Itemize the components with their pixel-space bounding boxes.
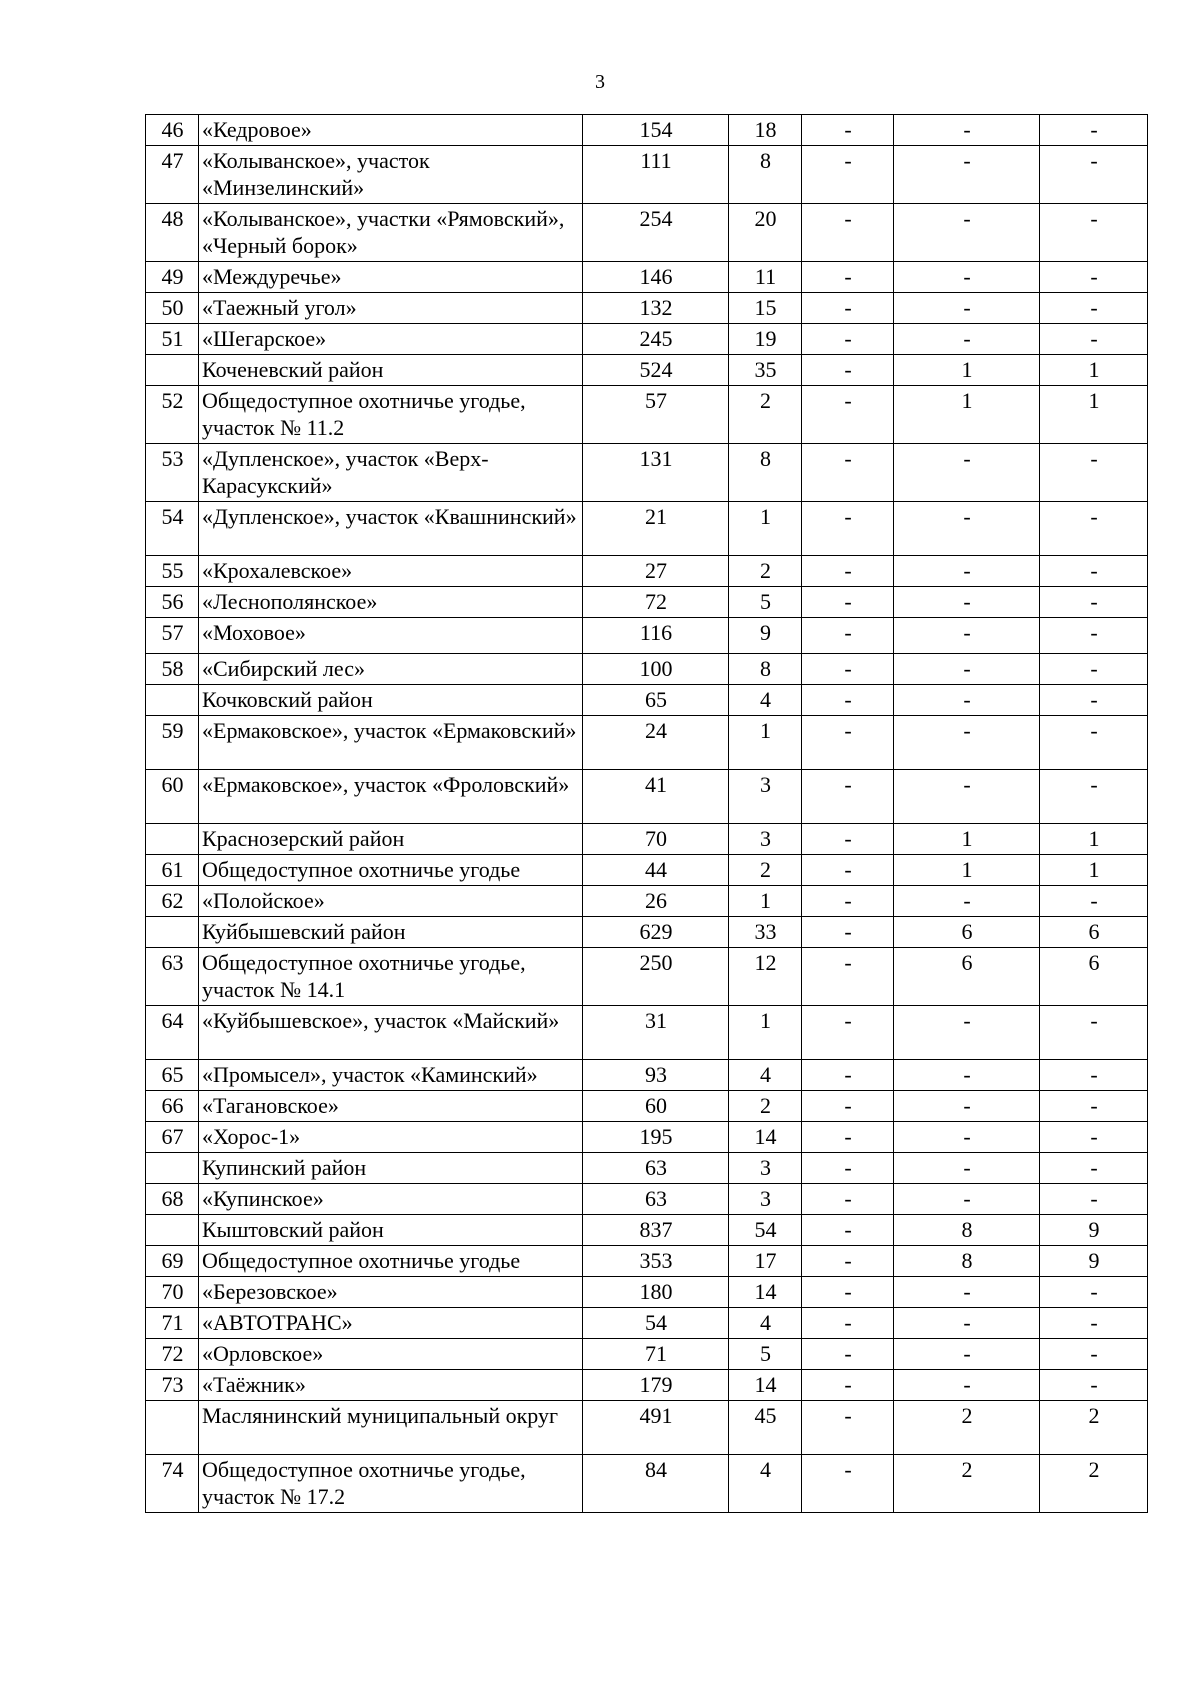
ground-name-cell: Общедоступное охотничье угодье, участок № 11.2 (199, 386, 583, 444)
value-cell-4: - (894, 587, 1040, 618)
value-cell-2: 2 (729, 386, 802, 444)
value-cell-5: 1 (1040, 824, 1148, 855)
value-cell-5: 1 (1040, 386, 1148, 444)
row-number-cell: 59 (146, 716, 199, 770)
row-number-cell: 50 (146, 293, 199, 324)
table-row (146, 355, 1148, 386)
value-cell-2: 35 (729, 355, 802, 386)
ground-name-cell: «Сибирский лес» (199, 654, 583, 685)
row-number-cell: 63 (146, 948, 199, 1006)
value-cell-1: 180 (583, 1277, 729, 1308)
row-number-cell: 55 (146, 556, 199, 587)
ground-name-cell: «Дупленское», участок «Квашнинский» (199, 502, 583, 556)
value-cell-4: 1 (894, 824, 1040, 855)
value-cell-4: - (894, 1091, 1040, 1122)
table-row (146, 886, 1148, 917)
value-cell-5: 2 (1040, 1401, 1148, 1455)
table-row (146, 917, 1148, 948)
value-cell-2: 11 (729, 262, 802, 293)
table-row (146, 1215, 1148, 1246)
value-cell-2: 4 (729, 685, 802, 716)
ground-name-cell: «Хорос-1» (199, 1122, 583, 1153)
value-cell-5: - (1040, 1339, 1148, 1370)
value-cell-1: 111 (583, 146, 729, 204)
value-cell-2: 33 (729, 917, 802, 948)
value-cell-3: - (802, 1122, 894, 1153)
value-cell-3: - (802, 1006, 894, 1060)
table-row (146, 716, 1148, 770)
table-row (146, 1277, 1148, 1308)
value-cell-3: - (802, 654, 894, 685)
value-cell-3: - (802, 204, 894, 262)
value-cell-1: 84 (583, 1455, 729, 1513)
value-cell-3: - (802, 1091, 894, 1122)
value-cell-4: - (894, 1006, 1040, 1060)
value-cell-3: - (802, 917, 894, 948)
table-row (146, 293, 1148, 324)
ground-name-cell: «Орловское» (199, 1339, 583, 1370)
ground-name-cell: Общедоступное охотничье угодье (199, 855, 583, 886)
value-cell-2: 14 (729, 1122, 802, 1153)
value-cell-5: - (1040, 770, 1148, 824)
value-cell-3: - (802, 1184, 894, 1215)
ground-name-cell: Кочковский район (199, 685, 583, 716)
value-cell-5: 9 (1040, 1246, 1148, 1277)
ground-name-cell: «Таежный угол» (199, 293, 583, 324)
ground-name-cell: «Ермаковское», участок «Фроловский» (199, 770, 583, 824)
ground-name-cell: Купинский район (199, 1153, 583, 1184)
row-number-cell: 49 (146, 262, 199, 293)
value-cell-3: - (802, 1401, 894, 1455)
value-cell-4: - (894, 1060, 1040, 1091)
row-number-cell: 46 (146, 115, 199, 146)
table-row (146, 556, 1148, 587)
value-cell-4: 6 (894, 948, 1040, 1006)
row-number-cell: 65 (146, 1060, 199, 1091)
ground-name-cell: «Крохалевское» (199, 556, 583, 587)
ground-name-cell: Кыштовский район (199, 1215, 583, 1246)
value-cell-2: 1 (729, 886, 802, 917)
value-cell-3: - (802, 886, 894, 917)
ground-name-cell: Общедоступное охотничье угодье, участок № 17.2 (199, 1455, 583, 1513)
value-cell-4: 6 (894, 917, 1040, 948)
value-cell-3: - (802, 1060, 894, 1091)
value-cell-4: - (894, 1153, 1040, 1184)
value-cell-3: - (802, 824, 894, 855)
value-cell-4: - (894, 262, 1040, 293)
table-row (146, 1091, 1148, 1122)
ground-name-cell: «Моховое» (199, 618, 583, 654)
table-row (146, 770, 1148, 824)
row-number-cell (146, 355, 199, 386)
value-cell-3: - (802, 386, 894, 444)
value-cell-1: 57 (583, 386, 729, 444)
row-number-cell: 70 (146, 1277, 199, 1308)
row-number-cell (146, 1401, 199, 1455)
value-cell-5: - (1040, 324, 1148, 355)
value-cell-4: - (894, 654, 1040, 685)
value-cell-4: 8 (894, 1215, 1040, 1246)
ground-name-cell: Общедоступное охотничье угодье, участок № 14.1 (199, 948, 583, 1006)
table-row (146, 1370, 1148, 1401)
value-cell-2: 14 (729, 1277, 802, 1308)
value-cell-5: - (1040, 115, 1148, 146)
value-cell-1: 524 (583, 355, 729, 386)
value-cell-2: 1 (729, 716, 802, 770)
value-cell-4: - (894, 1277, 1040, 1308)
value-cell-5: 2 (1040, 1455, 1148, 1513)
value-cell-5: - (1040, 1060, 1148, 1091)
table-row (146, 587, 1148, 618)
value-cell-1: 100 (583, 654, 729, 685)
value-cell-1: 353 (583, 1246, 729, 1277)
table-row (146, 1455, 1148, 1513)
value-cell-3: - (802, 1153, 894, 1184)
table-row (146, 204, 1148, 262)
value-cell-2: 2 (729, 556, 802, 587)
value-cell-1: 132 (583, 293, 729, 324)
ground-name-cell: «Колыванское», участки «Рямовский», «Черный борок» (199, 204, 583, 262)
value-cell-1: 131 (583, 444, 729, 502)
row-number-cell (146, 824, 199, 855)
value-cell-2: 3 (729, 770, 802, 824)
row-number-cell: 57 (146, 618, 199, 654)
value-cell-2: 3 (729, 1153, 802, 1184)
value-cell-4: - (894, 293, 1040, 324)
value-cell-2: 19 (729, 324, 802, 355)
ground-name-cell: «Березовское» (199, 1277, 583, 1308)
table-row (146, 824, 1148, 855)
value-cell-4: - (894, 444, 1040, 502)
value-cell-2: 3 (729, 824, 802, 855)
row-number-cell: 60 (146, 770, 199, 824)
value-cell-2: 2 (729, 1091, 802, 1122)
value-cell-2: 5 (729, 587, 802, 618)
value-cell-1: 63 (583, 1184, 729, 1215)
row-number-cell: 71 (146, 1308, 199, 1339)
value-cell-2: 12 (729, 948, 802, 1006)
table-row (146, 654, 1148, 685)
table-row (146, 262, 1148, 293)
value-cell-1: 629 (583, 917, 729, 948)
row-number-cell: 62 (146, 886, 199, 917)
value-cell-4: 1 (894, 386, 1040, 444)
value-cell-2: 45 (729, 1401, 802, 1455)
value-cell-1: 245 (583, 324, 729, 355)
value-cell-3: - (802, 855, 894, 886)
value-cell-2: 15 (729, 293, 802, 324)
row-number-cell (146, 685, 199, 716)
row-number-cell (146, 1215, 199, 1246)
value-cell-4: - (894, 618, 1040, 654)
value-cell-1: 179 (583, 1370, 729, 1401)
value-cell-2: 54 (729, 1215, 802, 1246)
value-cell-4: - (894, 685, 1040, 716)
table-row (146, 1339, 1148, 1370)
value-cell-5: - (1040, 886, 1148, 917)
value-cell-5: - (1040, 293, 1148, 324)
value-cell-5: - (1040, 146, 1148, 204)
value-cell-3: - (802, 324, 894, 355)
value-cell-1: 26 (583, 886, 729, 917)
value-cell-3: - (802, 293, 894, 324)
ground-name-cell: «АВТОТРАНС» (199, 1308, 583, 1339)
table-row (146, 1246, 1148, 1277)
value-cell-1: 837 (583, 1215, 729, 1246)
table-row (146, 146, 1148, 204)
row-number-cell: 68 (146, 1184, 199, 1215)
value-cell-5: - (1040, 502, 1148, 556)
value-cell-2: 1 (729, 1006, 802, 1060)
row-number-cell: 56 (146, 587, 199, 618)
value-cell-5: - (1040, 587, 1148, 618)
row-number-cell: 47 (146, 146, 199, 204)
value-cell-1: 116 (583, 618, 729, 654)
value-cell-2: 8 (729, 444, 802, 502)
value-cell-4: - (894, 1184, 1040, 1215)
value-cell-4: 1 (894, 355, 1040, 386)
row-number-cell: 48 (146, 204, 199, 262)
value-cell-2: 4 (729, 1455, 802, 1513)
value-cell-1: 93 (583, 1060, 729, 1091)
row-number-cell (146, 917, 199, 948)
value-cell-1: 154 (583, 115, 729, 146)
value-cell-3: - (802, 1339, 894, 1370)
value-cell-5: 9 (1040, 1215, 1148, 1246)
value-cell-1: 63 (583, 1153, 729, 1184)
value-cell-2: 3 (729, 1184, 802, 1215)
value-cell-3: - (802, 444, 894, 502)
value-cell-3: - (802, 355, 894, 386)
value-cell-3: - (802, 685, 894, 716)
value-cell-5: - (1040, 1277, 1148, 1308)
table-row (146, 502, 1148, 556)
page-number: 3 (595, 71, 605, 93)
ground-name-cell: «Промысел», участок «Каминский» (199, 1060, 583, 1091)
ground-name-cell: Куйбышевский район (199, 917, 583, 948)
value-cell-1: 21 (583, 502, 729, 556)
value-cell-2: 5 (729, 1339, 802, 1370)
value-cell-2: 4 (729, 1308, 802, 1339)
table-body (146, 115, 1148, 1513)
table-row (146, 1122, 1148, 1153)
value-cell-5: 6 (1040, 948, 1148, 1006)
ground-name-cell: Маслянинский муниципальный округ (199, 1401, 583, 1455)
value-cell-5: 1 (1040, 855, 1148, 886)
value-cell-2: 20 (729, 204, 802, 262)
value-cell-1: 70 (583, 824, 729, 855)
value-cell-3: - (802, 502, 894, 556)
value-cell-1: 146 (583, 262, 729, 293)
ground-name-cell: «Купинское» (199, 1184, 583, 1215)
value-cell-4: - (894, 1339, 1040, 1370)
table-row (146, 948, 1148, 1006)
value-cell-3: - (802, 556, 894, 587)
value-cell-1: 54 (583, 1308, 729, 1339)
value-cell-5: - (1040, 654, 1148, 685)
ground-name-cell: «Ермаковское», участок «Ермаковский» (199, 716, 583, 770)
ground-name-cell: «Кедровое» (199, 115, 583, 146)
value-cell-4: - (894, 556, 1040, 587)
row-number-cell: 58 (146, 654, 199, 685)
row-number-cell: 73 (146, 1370, 199, 1401)
value-cell-5: - (1040, 618, 1148, 654)
ground-name-cell: «Куйбышевское», участок «Майский» (199, 1006, 583, 1060)
value-cell-3: - (802, 587, 894, 618)
value-cell-5: - (1040, 1153, 1148, 1184)
value-cell-5: - (1040, 1308, 1148, 1339)
value-cell-5: - (1040, 262, 1148, 293)
value-cell-2: 8 (729, 654, 802, 685)
value-cell-1: 27 (583, 556, 729, 587)
value-cell-4: - (894, 115, 1040, 146)
ground-name-cell: «Шегарское» (199, 324, 583, 355)
value-cell-1: 65 (583, 685, 729, 716)
value-cell-3: - (802, 115, 894, 146)
row-number-cell: 64 (146, 1006, 199, 1060)
table-row (146, 444, 1148, 502)
row-number-cell: 66 (146, 1091, 199, 1122)
row-number-cell: 72 (146, 1339, 199, 1370)
value-cell-3: - (802, 1455, 894, 1513)
value-cell-3: - (802, 1277, 894, 1308)
value-cell-1: 31 (583, 1006, 729, 1060)
value-cell-1: 24 (583, 716, 729, 770)
value-cell-5: - (1040, 1122, 1148, 1153)
value-cell-1: 71 (583, 1339, 729, 1370)
value-cell-1: 254 (583, 204, 729, 262)
value-cell-4: - (894, 1122, 1040, 1153)
table-row (146, 855, 1148, 886)
hunting-grounds-table (145, 114, 1148, 1513)
value-cell-4: - (894, 770, 1040, 824)
value-cell-5: - (1040, 204, 1148, 262)
table-row (146, 1401, 1148, 1455)
table-row (146, 1308, 1148, 1339)
row-number-cell: 51 (146, 324, 199, 355)
value-cell-3: - (802, 1370, 894, 1401)
value-cell-4: 2 (894, 1401, 1040, 1455)
ground-name-cell: «Таёжник» (199, 1370, 583, 1401)
value-cell-4: - (894, 1308, 1040, 1339)
row-number-cell: 69 (146, 1246, 199, 1277)
value-cell-4: - (894, 886, 1040, 917)
value-cell-3: - (802, 1246, 894, 1277)
ground-name-cell: Краснозерский район (199, 824, 583, 855)
value-cell-5: - (1040, 1184, 1148, 1215)
table-row (146, 1184, 1148, 1215)
row-number-cell: 52 (146, 386, 199, 444)
value-cell-3: - (802, 146, 894, 204)
ground-name-cell: «Колыванское», участок «Минзелинский» (199, 146, 583, 204)
value-cell-4: - (894, 146, 1040, 204)
table-row (146, 1153, 1148, 1184)
value-cell-3: - (802, 716, 894, 770)
value-cell-4: 1 (894, 855, 1040, 886)
table-row (146, 115, 1148, 146)
table-row (146, 386, 1148, 444)
value-cell-3: - (802, 618, 894, 654)
value-cell-2: 18 (729, 115, 802, 146)
value-cell-2: 4 (729, 1060, 802, 1091)
ground-name-cell: «Полойское» (199, 886, 583, 917)
value-cell-4: 2 (894, 1455, 1040, 1513)
value-cell-1: 195 (583, 1122, 729, 1153)
value-cell-1: 41 (583, 770, 729, 824)
value-cell-3: - (802, 948, 894, 1006)
value-cell-5: - (1040, 1006, 1148, 1060)
ground-name-cell: Общедоступное охотничье угодье (199, 1246, 583, 1277)
value-cell-3: - (802, 770, 894, 824)
value-cell-2: 8 (729, 146, 802, 204)
value-cell-5: - (1040, 1370, 1148, 1401)
value-cell-2: 9 (729, 618, 802, 654)
value-cell-4: - (894, 1370, 1040, 1401)
value-cell-5: - (1040, 444, 1148, 502)
row-number-cell (146, 1153, 199, 1184)
row-number-cell: 54 (146, 502, 199, 556)
value-cell-2: 1 (729, 502, 802, 556)
value-cell-4: - (894, 204, 1040, 262)
table-row (146, 685, 1148, 716)
value-cell-4: - (894, 716, 1040, 770)
row-number-cell: 67 (146, 1122, 199, 1153)
row-number-cell: 53 (146, 444, 199, 502)
value-cell-4: 8 (894, 1246, 1040, 1277)
value-cell-5: 1 (1040, 355, 1148, 386)
value-cell-2: 2 (729, 855, 802, 886)
ground-name-cell: «Дупленское», участок «Верх-Карасукский» (199, 444, 583, 502)
value-cell-2: 14 (729, 1370, 802, 1401)
table-row (146, 1060, 1148, 1091)
value-cell-5: - (1040, 1091, 1148, 1122)
value-cell-1: 491 (583, 1401, 729, 1455)
table-row (146, 1006, 1148, 1060)
ground-name-cell: «Междуречье» (199, 262, 583, 293)
value-cell-1: 44 (583, 855, 729, 886)
table-row (146, 618, 1148, 654)
value-cell-5: - (1040, 716, 1148, 770)
value-cell-3: - (802, 1308, 894, 1339)
value-cell-2: 17 (729, 1246, 802, 1277)
row-number-cell: 61 (146, 855, 199, 886)
value-cell-5: - (1040, 685, 1148, 716)
value-cell-1: 72 (583, 587, 729, 618)
ground-name-cell: «Леснополянское» (199, 587, 583, 618)
value-cell-1: 60 (583, 1091, 729, 1122)
value-cell-4: - (894, 324, 1040, 355)
ground-name-cell: «Тагановское» (199, 1091, 583, 1122)
value-cell-3: - (802, 1215, 894, 1246)
table-row (146, 324, 1148, 355)
value-cell-5: 6 (1040, 917, 1148, 948)
value-cell-1: 250 (583, 948, 729, 1006)
row-number-cell: 74 (146, 1455, 199, 1513)
ground-name-cell: Коченевский район (199, 355, 583, 386)
value-cell-4: - (894, 502, 1040, 556)
value-cell-3: - (802, 262, 894, 293)
value-cell-5: - (1040, 556, 1148, 587)
